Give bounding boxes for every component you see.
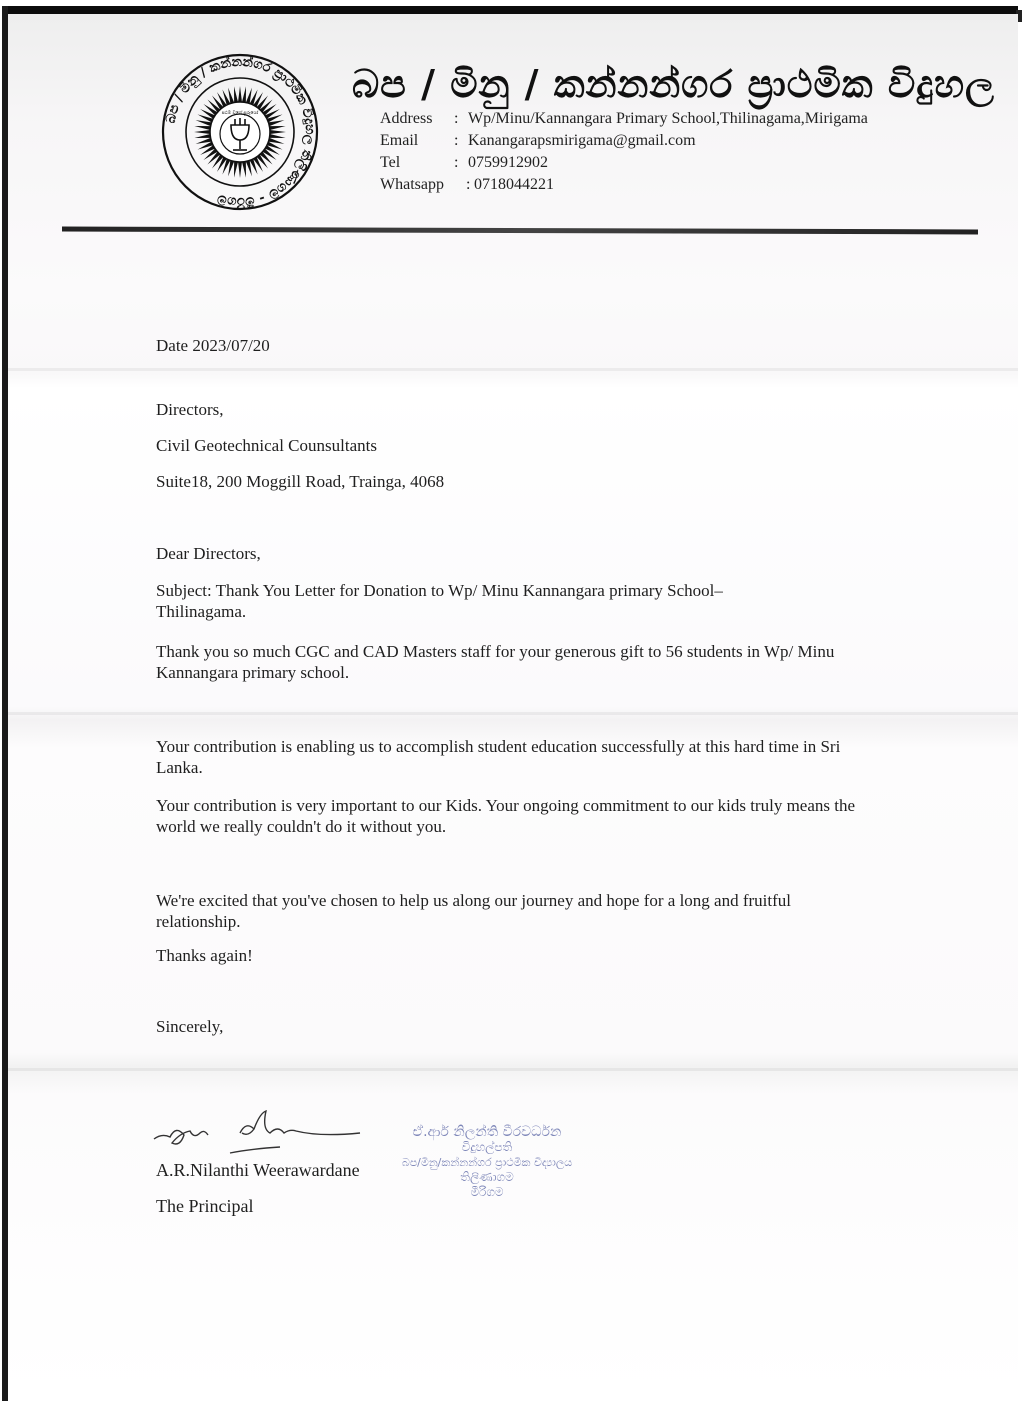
contact-whatsapp bbox=[380, 174, 868, 196]
contact-tel bbox=[380, 152, 868, 174]
sun-ray bbox=[234, 161, 238, 177]
contact-separator: : bbox=[454, 132, 459, 149]
sun-ray bbox=[194, 134, 210, 138]
body-paragraph-2: Your contribution is enabling us to accomplish student education successfully at this hard time in Sri Lanka. bbox=[156, 737, 841, 777]
school-name-title: බප / මිනු / කන්නන්ගර ප්‍රාථමික විදුහල bbox=[352, 62, 995, 106]
paper-fold bbox=[8, 368, 1018, 371]
signer-title: The Principal bbox=[156, 1196, 254, 1216]
recipient-company: Civil Geotechnical Counsultants bbox=[156, 436, 377, 455]
closing: Sincerely, bbox=[156, 1017, 224, 1036]
sun-ray bbox=[238, 162, 242, 178]
handwritten-signature bbox=[150, 1103, 370, 1163]
logo-ring-text: බප / මිනු / කන්නන්ගර ප්‍රාථමික විදුහල තිලිණාගම - මීරිගම bbox=[163, 54, 318, 210]
contact-separator: : bbox=[454, 110, 459, 127]
contact-separator: : bbox=[454, 154, 459, 171]
sun-ray bbox=[194, 130, 210, 134]
contact-value: 0718044221 bbox=[474, 176, 554, 193]
sun-ray bbox=[242, 161, 246, 177]
contact-address bbox=[380, 108, 868, 130]
sun-ray bbox=[268, 138, 284, 144]
letter-date: Date 2023/07/20 bbox=[156, 336, 270, 355]
recipient-address: Suite18, 200 Moggill Road, Trainga, 4068 bbox=[156, 472, 445, 491]
recipient-line-1: Directors, bbox=[156, 400, 224, 419]
contact-value: Kanangarapsmirigama@gmail.com bbox=[468, 132, 696, 149]
sun-ray bbox=[228, 160, 234, 176]
sun-ray bbox=[194, 126, 210, 130]
paper-fold bbox=[8, 712, 1018, 715]
paper-fold bbox=[8, 1068, 1018, 1071]
sun-ray bbox=[228, 88, 234, 104]
scan-border-top bbox=[2, 6, 1018, 14]
signer-name: A.R.Nilanthi Weerawardane bbox=[156, 1160, 360, 1180]
contact-label: Email bbox=[380, 132, 419, 149]
contact-value: Wp/Minu/Kannangara Primary School,Thilinagama,Mirigama bbox=[468, 110, 868, 127]
body-paragraph-4: We're excited that you've chosen to help us along our journey and hope for a long and fruitful relationship. bbox=[156, 891, 791, 931]
contact-block bbox=[380, 108, 868, 196]
sun-ray bbox=[234, 86, 238, 102]
sun-ray bbox=[196, 120, 212, 126]
logo-motto: පඨම වගේ සුරුයෝ bbox=[221, 111, 259, 116]
sun-ray bbox=[246, 88, 252, 104]
stamp-village: තිලිණාගම bbox=[460, 1170, 514, 1184]
contact-email bbox=[380, 130, 868, 152]
official-stamp bbox=[372, 1125, 602, 1200]
sun-ray bbox=[269, 134, 285, 138]
sun-ray bbox=[196, 138, 212, 144]
stamp-town: මීරිගම bbox=[470, 1185, 504, 1199]
sun-ray bbox=[246, 160, 252, 176]
body-paragraph-1: Thank you so much CGC and CAD Masters staff for your generous gift to 56 students in Wp/ Minu Kannangara primary school. bbox=[156, 642, 835, 682]
stamp-title: විදුහල්පති bbox=[461, 1140, 513, 1154]
subject-line: Subject: Thank You Letter for Donation to Wp/ Minu Kannangara primary School–Thilinagama. bbox=[156, 581, 723, 621]
sun-ray bbox=[242, 86, 246, 102]
contact-value: 0759912902 bbox=[468, 154, 548, 171]
stamp-school: බප/මිනු/කන්නන්ගර ප්‍රාථමික විද්‍යාලය bbox=[401, 1156, 573, 1169]
contact-label: Address bbox=[380, 110, 433, 127]
sun-ray bbox=[269, 126, 285, 130]
salutation: Dear Directors, bbox=[156, 544, 261, 563]
sun-ray bbox=[270, 130, 286, 134]
contact-label: Tel bbox=[380, 154, 401, 171]
school-logo-seal bbox=[160, 52, 320, 212]
sun-ray bbox=[238, 86, 242, 102]
contact-separator: : bbox=[466, 176, 471, 193]
body-paragraph-3: Your contribution is very important to our Kids. Your ongoing commitment to our kids truly means the world we really couldn't do it without you. bbox=[156, 796, 856, 836]
contact-label: Whatsapp bbox=[380, 176, 444, 193]
thanks-line: Thanks again! bbox=[156, 946, 253, 965]
stamp-name: ඒ.ආර් නිලන්ති වීරවර්ධන bbox=[412, 1124, 562, 1140]
sun-ray bbox=[268, 120, 284, 126]
